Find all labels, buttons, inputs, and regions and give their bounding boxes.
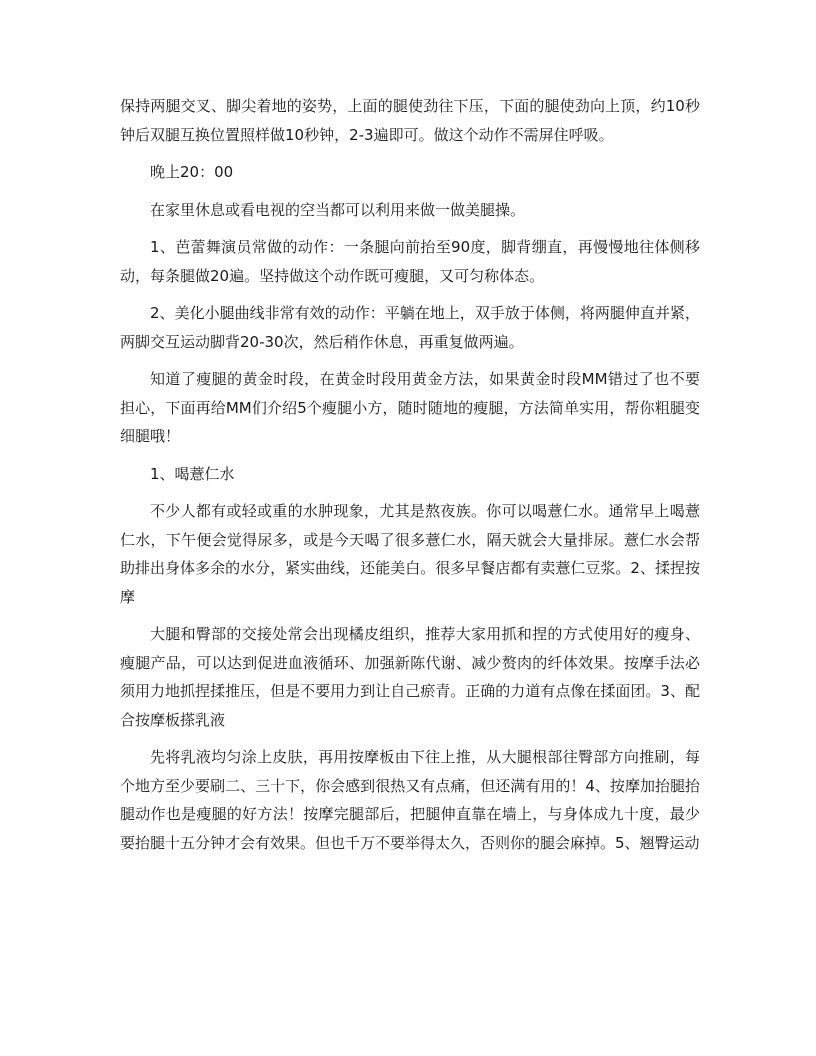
paragraph-calf-curve: 2、美化小腿曲线非常有效的动作：平躺在地上，双手放于体侧，将两腿伸直并紧，两脚交互运动脚背20-30次，然后稍作休息，再重复做两遍。 (120, 304, 700, 351)
paragraph-leg-cross-exercise: 保持两腿交叉、脚尖着地的姿势，上面的腿使劲往下压，下面的腿使劲向上顶，约10秒钟后双腿互换位置照样做10秒钟，2-3遍即可。做这个动作不需屏住呼吸。 (120, 97, 700, 144)
paragraph-heading-coix-water: 1、喝薏仁水 (150, 464, 235, 483)
paragraph-massage-board: 先将乳液均匀涂上皮肤，再用按摩板由下往上推，从大腿根部往臀部方向推刷，每个地方至少要刷二、三十下，你会感到很热又有点痛，但还满有用的！4、按摩加抬腿抬腿动作也是瘦腿的好方法！按摩完腿部后，把腿伸直靠在墙上，与身体成九十度，最少要抬腿十五分钟才会有效果。但也千万不要举得太久，否则你的腿会麻掉。5、翘臀运动 (120, 748, 700, 852)
paragraph-massage: 大腿和臀部的交接处常会出现橘皮组织，推荐大家用抓和捏的方式使用好的瘦身、瘦腿产品，可以达到促进血液循环、加强新陈代谢、减少赘肉的纤体效果。按摩手法必须用力地抓捏揉推压，但是不要用力到让自己瘀青。正确的力道有点像在揉面团。3、配合按摩板搽乳液 (120, 625, 700, 729)
document-page (120, 92, 700, 866)
paragraph-ballet-move: 1、芭蕾舞演员常做的动作：一条腿向前抬至90度，脚背绷直，再慢慢地往体侧移动，每条腿做20遍。坚持做这个动作既可瘦腿，又可匀称体态。 (120, 238, 700, 285)
paragraph-evening-time: 晚上20：00 (150, 163, 234, 181)
paragraph-golden-time-intro: 知道了瘦腿的黄金时段，在黄金时段用黄金方法，如果黄金时段MM错过了也不要担心，下面再给MM们介绍5个瘦腿小方，随时随地的瘦腿，方法简单实用，帮你粗腿变细腿哦！ (120, 370, 700, 445)
paragraph-tv-leg-exercise: 在家里休息或看电视的空当都可以利用来做一做美腿操。 (150, 200, 526, 219)
paragraph-coix-water: 不少人都有或轻或重的水肿现象，尤其是熬夜族。你可以喝薏仁水。通常早上喝薏仁水，下午便会觉得尿多，或是今天喝了很多薏仁水，隔天就会大量排尿。薏仁水会帮助排出身体多余的水分，紧实曲线，还能美白。很多早餐店都有卖薏仁豆浆。2、揉捏按摩 (120, 502, 700, 606)
